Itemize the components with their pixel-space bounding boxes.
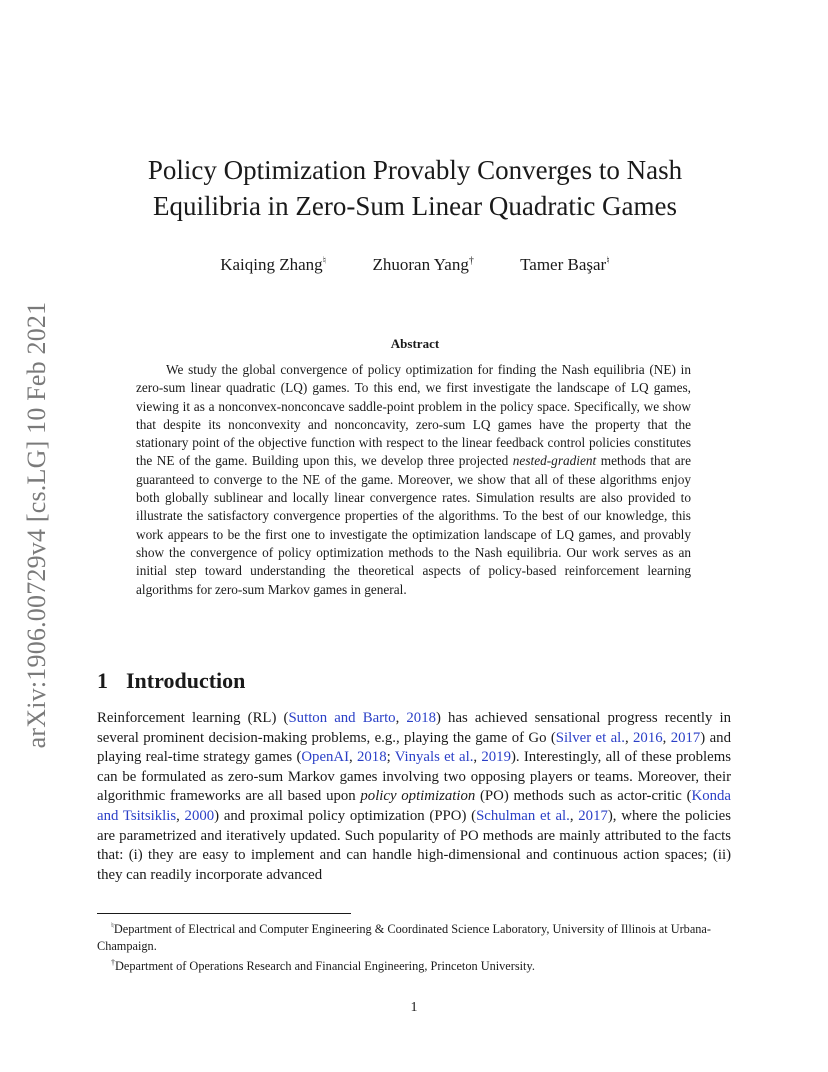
- arxiv-id-text: arXiv:1906.00729v4 [cs.LG] 10 Feb 2021: [22, 301, 51, 749]
- section-number: 1: [97, 668, 108, 693]
- intro-text: ,: [473, 749, 482, 766]
- abstract-heading: Abstract: [390, 336, 440, 351]
- citation-link[interactable]: Konda and Tsitsiklis: [97, 788, 731, 824]
- citation-link[interactable]: Sutton and Barto: [288, 710, 396, 726]
- footnote-mark: †: [111, 957, 115, 967]
- author: [220, 255, 326, 275]
- footnote-mark: ♮: [111, 921, 114, 930]
- intro-text: ,: [662, 729, 671, 746]
- section-title: Introduction: [126, 668, 246, 693]
- intro-text: ) has achieved sensational progress recently in several prominent decision-making problems, e.g., playing the game of Go (: [97, 710, 731, 746]
- intro-paragraph: [97, 709, 731, 885]
- footnote: [97, 918, 731, 955]
- author-affiliation-mark: ♮: [322, 255, 327, 267]
- citation-link[interactable]: 2018: [357, 749, 387, 766]
- footnote-text: Department of Operations Research and Financial Engineering, Princeton University.: [115, 958, 535, 973]
- citation-link[interactable]: OpenAI: [301, 749, 350, 766]
- author-name: Kaiqing Zhang: [220, 255, 323, 274]
- arxiv-side-identifier: [16, 290, 58, 760]
- abstract-emphasis: nested-gradient: [512, 453, 597, 469]
- intro-text: (PO) methods such as actor-critic (: [475, 788, 692, 805]
- citation-link[interactable]: 2016: [633, 729, 663, 746]
- author-name: Zhuoran Yang: [372, 255, 469, 274]
- author-name: Tamer Başar: [520, 255, 607, 274]
- abstract-text: methods that are guaranteed to converge to the NE of the game. Moreover, we show that all of these algorithms enjoy both globally sublinear and locally linear convergence rates. Simulation results are also provided to illustrate the satisfactory convergence properties of the algorithms. To the best of our knowledge, this work appears to be the first one to investigate the optimization landscape of LQ games, and provably show the convergence of policy optimization methods to the Nash equilibria. Our work serves as an initial step toward understanding the theoretical aspects of policy-based reinforcement learning algorithms for zero-sum Markov games in general.: [136, 453, 691, 597]
- intro-text: ,: [624, 729, 634, 746]
- citation-link[interactable]: 2000: [184, 807, 215, 824]
- intro-emphasis: policy optimization: [360, 788, 476, 805]
- intro-text: ), where the policies are parametrized and iteratively updated. Such popularity of PO methods are mainly attributed to the facts that: (i) they are easy to implement and can handle high-dimensional and continuous action spaces; (ii) they can readily incorporate advanced: [97, 807, 732, 883]
- paper-title: Policy Optimization Provably Converges to Nash Equilibria in Zero-Sum Linear Quadratic Games: [147, 155, 683, 221]
- abstract-body: [136, 361, 691, 599]
- citation-link[interactable]: 2019: [481, 749, 511, 766]
- author-affiliation-mark: †: [468, 255, 474, 267]
- citation-link[interactable]: 2018: [406, 710, 436, 726]
- citation-link[interactable]: 2017: [670, 729, 701, 746]
- intro-text: ;: [386, 749, 395, 766]
- intro-text: ) and playing real-time strategy games (: [97, 729, 731, 766]
- citation-link[interactable]: Vinyals et al.: [394, 749, 474, 766]
- footnote: [97, 955, 731, 975]
- section-heading: [97, 668, 245, 694]
- intro-text: ,: [395, 710, 407, 726]
- citation-link[interactable]: Schulman et al.: [476, 807, 570, 824]
- author: [520, 255, 610, 275]
- abstract-text: We study the global convergence of policy optimization for finding the Nash equilibria (NE) in zero-sum linear quadratic (LQ) games. To this end, we first investigate the landscape of LQ games, viewing it as a nonconvex-nonconcave saddle-point problem in the policy space. Specifically, we show that despite its nonconvexity and nonconcavity, zero-sum LQ games have the property that the stationary point of the objective function with respect to the linear feedback control policies constitutes the NE of the game. Building upon this, we develop three projected: [136, 362, 691, 469]
- author: [372, 255, 473, 275]
- page-number: 1: [410, 1000, 418, 1015]
- intro-text: ,: [349, 749, 357, 766]
- intro-text: ,: [176, 807, 185, 824]
- footnotes: [97, 918, 731, 975]
- footnote-divider: [97, 913, 351, 914]
- intro-text: ) and proximal policy optimization (PPO) (: [214, 807, 477, 824]
- author-list: [95, 255, 735, 275]
- footnote-text: Department of Electrical and Computer Engineering & Coordinated Science Laboratory, University of Illinois at Urbana-Champaign.: [97, 922, 711, 953]
- intro-text: ,: [569, 807, 579, 824]
- citation-link[interactable]: 2017: [578, 807, 608, 824]
- citation-link[interactable]: Silver et al.: [555, 729, 625, 746]
- intro-text: ). Interestingly, all of these problems can be formulated as zero-sum Markov games involving two opposing players or teams. Moreover, their algorithmic frameworks are all based upon: [97, 749, 731, 805]
- intro-text: Reinforcement learning (RL) (: [97, 710, 289, 726]
- author-affiliation-mark: ♮: [606, 255, 610, 267]
